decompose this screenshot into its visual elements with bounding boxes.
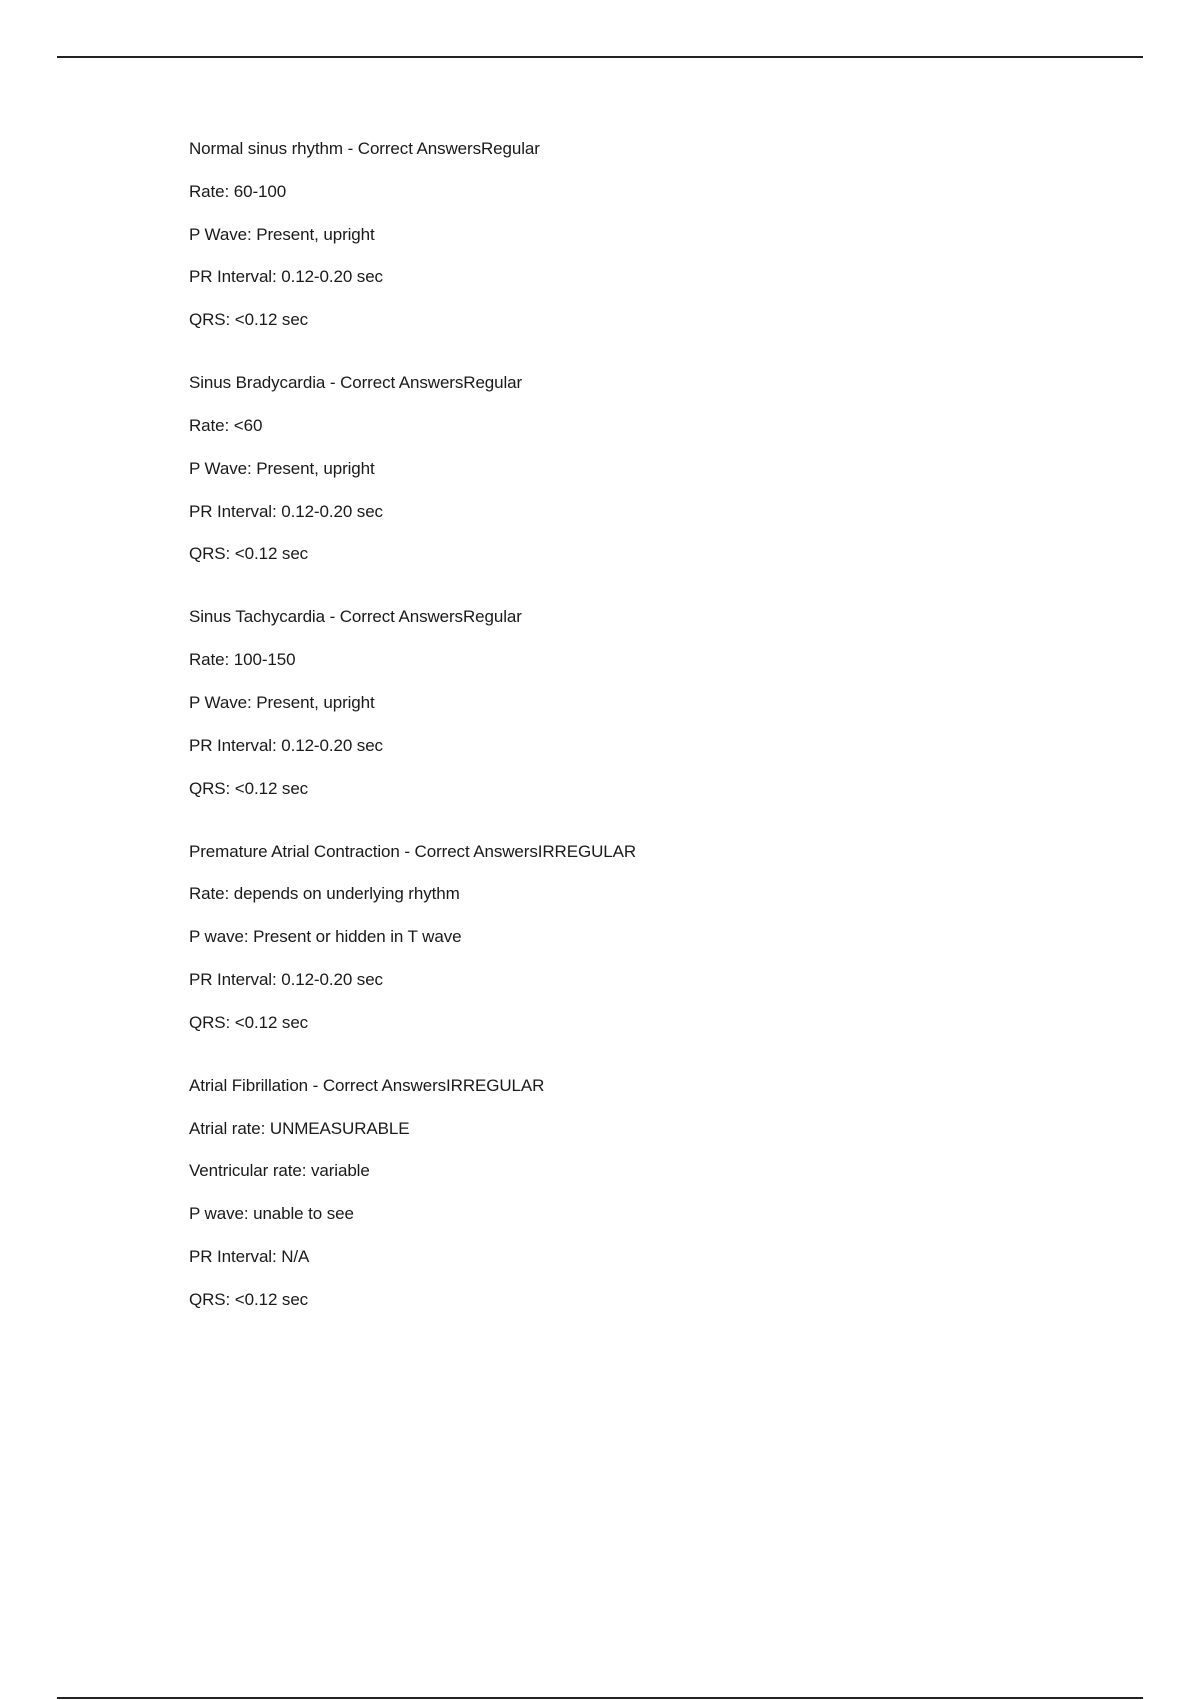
entry-detail: P wave: unable to see [189, 1204, 354, 1224]
entry-detail: P wave: Present or hidden in T wave [189, 927, 462, 947]
entry-detail: QRS: <0.12 sec [189, 778, 309, 798]
entry-detail: QRS: <0.12 sec [189, 544, 309, 564]
entry-detail: Atrial rate: UNMEASURABLE [189, 1118, 410, 1138]
entry-sinus-bradycardia [189, 373, 1089, 564]
entry-premature-atrial-contraction [189, 842, 1089, 1033]
entry-detail: Rate: 100-150 [189, 650, 296, 670]
entry-detail: QRS: <0.12 sec [189, 1012, 309, 1032]
entry-detail: QRS: <0.12 sec [189, 1289, 309, 1309]
entry-detail: QRS: <0.12 sec [189, 310, 309, 330]
entry-detail: Rate: 60-100 [189, 181, 287, 201]
entry-detail: P Wave: Present, upright [189, 224, 375, 244]
entry-detail: PR Interval: 0.12-0.20 sec [189, 969, 383, 989]
header-rule [57, 56, 1143, 58]
entry-detail: P Wave: Present, upright [189, 692, 375, 712]
entry-detail: Rate: <60 [189, 415, 263, 435]
entry-detail: PR Interval: 0.12-0.20 sec [189, 501, 383, 521]
entry-detail: PR Interval: N/A [189, 1246, 310, 1266]
entry-detail: PR Interval: 0.12-0.20 sec [189, 735, 383, 755]
entry-detail: Ventricular rate: variable [189, 1161, 370, 1181]
entry-title: Sinus Bradycardia - Correct AnswersRegular [189, 373, 523, 393]
entry-title: Normal sinus rhythm - Correct AnswersRegular [189, 139, 540, 158]
entry-title: Sinus Tachycardia - Correct AnswersRegular [189, 607, 522, 627]
footer-rule [57, 1697, 1143, 1699]
entry-detail: PR Interval: 0.12-0.20 sec [189, 267, 383, 287]
entry-detail: P Wave: Present, upright [189, 458, 375, 478]
entry-detail: Rate: depends on underlying rhythm [189, 884, 460, 904]
entry-atrial-fibrillation [189, 1076, 1089, 1310]
entry-title: Atrial Fibrillation - Correct AnswersIRREGULAR [189, 1075, 545, 1095]
document-body [189, 139, 1089, 1353]
entry-normal-sinus-rhythm [189, 139, 1089, 330]
entry-sinus-tachycardia [189, 607, 1089, 798]
entry-title: Premature Atrial Contraction - Correct AnswersIRREGULAR [189, 841, 637, 861]
